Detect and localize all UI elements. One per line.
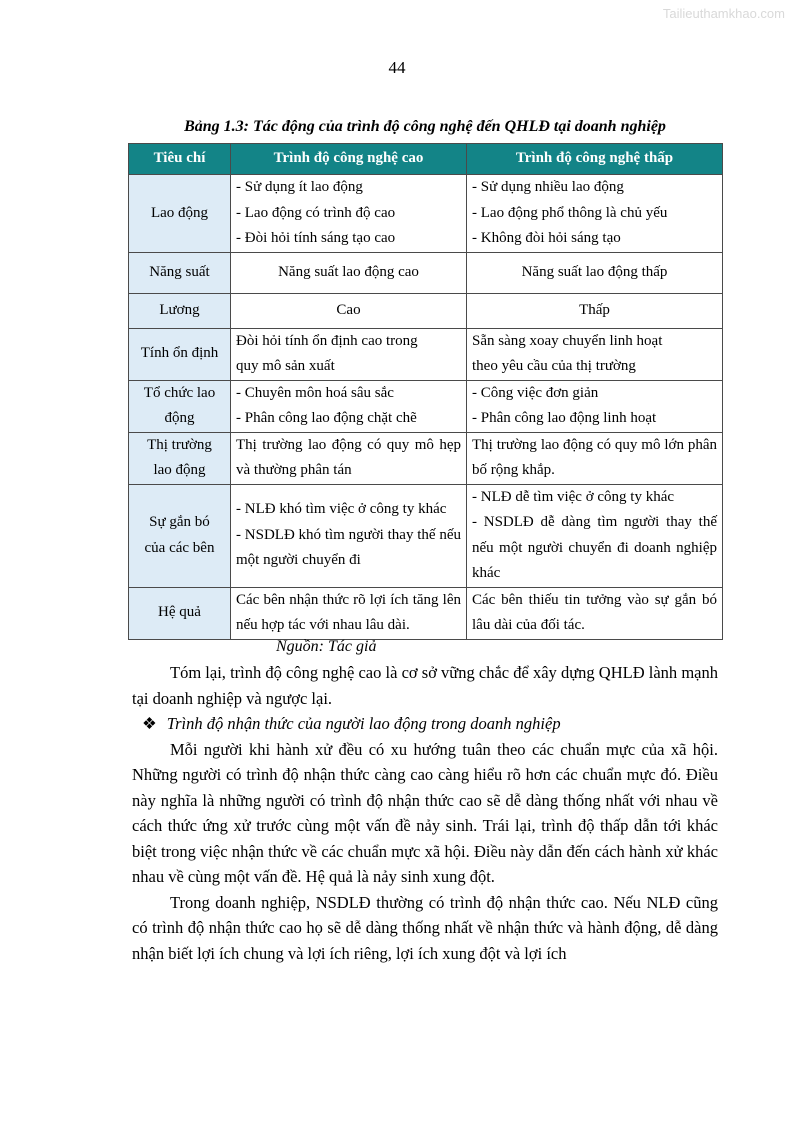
section-heading <box>132 711 718 737</box>
cell-line: - Phân công lao động linh hoạt <box>472 410 657 426</box>
cell-line: Các bên nhận thức rõ lợi ích tăng lên nếu hợp tác với nhau lâu dài. <box>236 591 461 633</box>
criterion-text: Sự gắn bó <box>149 514 210 530</box>
cell-line: - Sử dụng nhiều lao động <box>472 179 624 195</box>
table-header-row <box>129 144 723 175</box>
section-heading-text: Trình độ nhận thức của người lao động trong doanh nghiệp <box>166 714 561 733</box>
criterion-text: lao động <box>153 462 206 478</box>
cell-line: - Sử dụng ít lao động <box>236 179 363 195</box>
low-tech-cell <box>467 432 723 484</box>
cell-line: - Không đòi hỏi sáng tạo <box>472 230 621 246</box>
low-tech-cell <box>467 484 723 587</box>
watermark: Tailieuthamkhao.com <box>662 6 785 21</box>
table-row <box>129 432 723 484</box>
criterion-cell <box>129 328 231 380</box>
criterion-cell <box>129 293 231 328</box>
criterion-cell <box>129 175 231 253</box>
low-tech-cell: Năng suất lao động thấp <box>467 252 723 293</box>
cell-line: - NLĐ dễ tìm việc ở công ty khác <box>472 488 675 505</box>
table-row <box>129 293 723 328</box>
cell-line: - Công việc đơn giản <box>472 384 599 401</box>
high-tech-cell: Năng suất lao động cao <box>231 252 467 293</box>
criterion-text: của các bên <box>144 539 215 556</box>
criterion-text: Lương <box>159 301 200 318</box>
table-row <box>129 587 723 639</box>
paragraph: Mỗi người khi hành xử đều có xu hướng tuân theo các chuẩn mực của xã hội. Những người có trình độ nhận thức càng cao càng hiểu rõ hơn các chuẩn mực đó. Điều này nghĩa là những người có trình độ nhận thức cao sẽ dễ dàng thống nhất với nhau về cách thức ứng xử trước cùng một vấn đề nảy sinh. Trái lại, trình độ thấp dẫn tới khác biệt trong việc nhận thức về các chuẩn mực xã hội. Điều này dẫn đến cách hành xử khác nhau về cùng một vấn đề. Hệ quả là nảy sinh xung đột. <box>132 739 718 886</box>
cell-line: - Phân công lao động chặt chẽ <box>236 410 417 426</box>
high-tech-cell: Cao <box>231 293 467 328</box>
criterion-cell <box>129 252 231 293</box>
table-row <box>129 328 723 380</box>
header-high-tech: Trình độ công nghệ cao <box>231 144 467 175</box>
cell-line: - Chuyên môn hoá sâu sắc <box>236 384 394 401</box>
cell-line: Thị trường lao động có quy mô hẹp và thường phân tán <box>236 436 461 478</box>
paragraph: Tóm lại, trình độ công nghệ cao là cơ sở vững chắc để xây dựng QHLĐ lành mạnh tại doanh nghiệp và ngược lại. <box>132 663 718 708</box>
table-row <box>129 175 723 253</box>
page-number: 44 <box>388 58 406 77</box>
low-tech-cell <box>467 380 723 432</box>
criterion-cell <box>129 380 231 432</box>
cell-line: - Đòi hỏi tính sáng tạo cao <box>236 230 396 246</box>
cell-line: - NSDLĐ dễ dàng tìm người thay thế nếu một người chuyển đi doanh nghiệp khác <box>472 514 717 581</box>
body-text <box>132 660 718 966</box>
criterion-cell <box>129 587 231 639</box>
criterion-text: Tính ổn định <box>140 345 219 362</box>
high-tech-cell <box>231 328 467 380</box>
cell-line: Các bên thiếu tin tưởng vào sự gắn bó lâu dài của đối tác. <box>472 591 717 633</box>
header-low-tech: Trình độ công nghệ thấp <box>467 144 723 175</box>
high-tech-cell <box>231 432 467 484</box>
cell-line: theo yêu cầu của thị trường <box>472 358 636 374</box>
low-tech-cell <box>467 175 723 253</box>
cell-line: Đòi hỏi tính ổn định cao trong <box>236 332 418 349</box>
criterion-text: Năng suất <box>149 263 210 280</box>
criterion-text: Hệ quả <box>158 604 201 621</box>
table-row <box>129 484 723 587</box>
criterion-cell <box>129 432 231 484</box>
cell-line: Thị trường lao động có quy mô lớn phân bố rộng khắp. <box>472 436 717 478</box>
cell-line: - Lao động có trình độ cao <box>236 204 396 221</box>
table-row <box>129 252 723 293</box>
comparison-table <box>128 143 723 640</box>
cell-line: - NSDLĐ khó tìm người thay thế nếu một người chuyển đi <box>236 526 461 569</box>
diamond-bullet-icon: ❖ <box>142 714 157 733</box>
table-row <box>129 380 723 432</box>
cell-line: Sẵn sàng xoay chuyển linh hoạt <box>472 332 663 349</box>
header-criterion: Tiêu chí <box>129 144 231 175</box>
low-tech-cell <box>467 328 723 380</box>
criterion-text: Tổ chức lao <box>143 384 216 401</box>
high-tech-cell <box>231 380 467 432</box>
high-tech-cell <box>231 587 467 639</box>
high-tech-cell <box>231 175 467 253</box>
cell-line: quy mô sản xuất <box>236 358 335 374</box>
criterion-cell <box>129 484 231 587</box>
cell-line: - NLĐ khó tìm việc ở công ty khác <box>236 501 447 518</box>
criterion-text: Lao động <box>150 204 209 221</box>
cell-line: - Lao động phổ thông là chủ yếu <box>472 204 668 221</box>
criterion-text: Thị trường <box>147 436 212 453</box>
low-tech-cell: Thấp <box>467 293 723 328</box>
table-source: Nguồn: Tác giả <box>276 638 377 655</box>
table-title: Bảng 1.3: Tác động của trình độ công nghệ đến QHLĐ tại doanh nghiệp <box>184 118 666 135</box>
criterion-text: động <box>164 410 195 426</box>
low-tech-cell <box>467 587 723 639</box>
high-tech-cell <box>231 484 467 587</box>
paragraph: Trong doanh nghiệp, NSDLĐ thường có trình độ nhận thức cao. Nếu NLĐ cũng có trình độ nhận thức cao họ sẽ dễ dàng thống nhất về nhận thức và hành động, dễ dàng nhận biết lợi ích chung và lợi ích riêng, lợi ích xung đột và lợi ích <box>132 892 718 963</box>
